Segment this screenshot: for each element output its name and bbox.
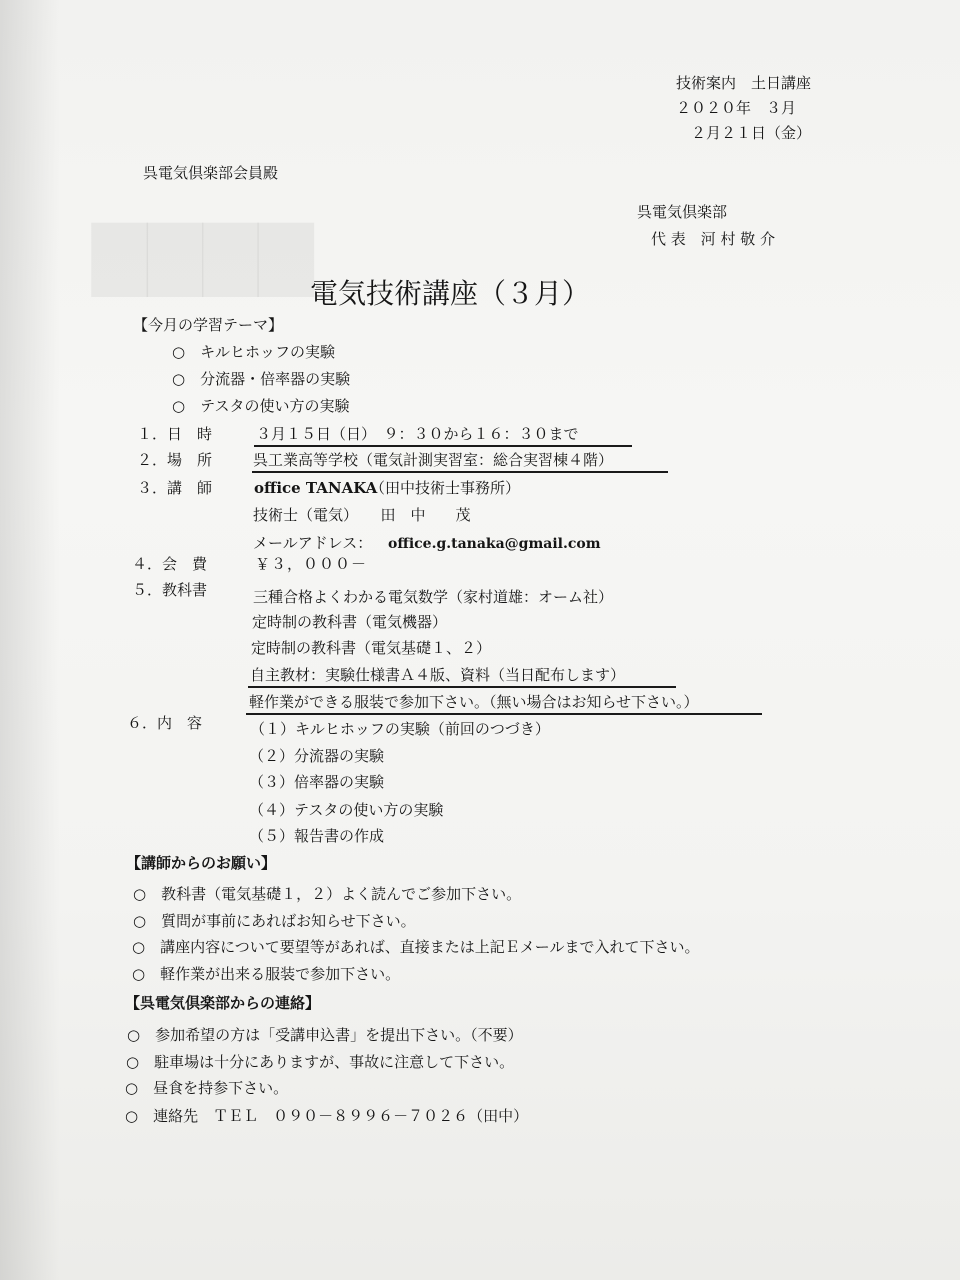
theme-item: ○ キルヒホッフの実験: [172, 343, 335, 361]
content-item: （１）キルヒホッフの実験（前回のつづき）: [250, 720, 550, 738]
theme-item: ○ テスタの使い方の実験: [172, 397, 350, 415]
date-value: ３月１５日（日） ９：３０から１６：３０まで: [256, 425, 579, 443]
content-item: （５）報告書の作成: [249, 827, 385, 845]
doc-category: 技術案内 土日講座: [676, 74, 812, 92]
fee-label: ４．会 費: [132, 555, 208, 573]
fee-value: ￥３，０００－: [255, 555, 368, 573]
request-item: ○ 講座内容について要望等があれば、直接または上記Ｅメールまで入れて下さい。: [132, 938, 700, 956]
date-underline: [254, 445, 632, 447]
page-title: 電気技術講座（３月）: [310, 277, 591, 310]
date-label: １．日 時: [137, 425, 213, 443]
club-note-item: ○ 昼食を持参下さい。: [125, 1079, 289, 1097]
place-value: 呉工業高等学校（電気計測実習室：総合実習棟４階）: [253, 451, 614, 469]
themes-heading: 【今月の学習テーマ】: [133, 316, 284, 334]
show-through-text: ▇▇▇▇: [92, 212, 314, 296]
request-item: ○ 教科書（電気基礎１，２）よく読んでご参加下さい。: [133, 885, 522, 903]
lecturer-name: office TANAKA: [254, 479, 378, 497]
request-item: ○ 軽作業が出来る服装で参加下さい。: [132, 965, 401, 983]
sender-org: 呉電気倶楽部: [637, 203, 728, 221]
lecturer-label: ３．講 師: [137, 479, 213, 497]
book-underline: [246, 713, 762, 715]
book-item: 自主教材：実験仕様書Ａ４版、資料（当日配布します）: [250, 666, 626, 684]
request-item: ○ 質問が事前にあればお知らせ下さい。: [133, 912, 416, 930]
club-notes-heading: 【呉電気倶楽部からの連絡】: [125, 994, 321, 1012]
content-item: （３）倍率器の実験: [249, 773, 385, 791]
book-item: 三種合格よくわかる電気数学（家村道雄：オーム社）: [253, 588, 614, 606]
place-label: ２．場 所: [137, 451, 213, 469]
content-label: ６．内 容: [127, 714, 203, 732]
club-note-item: ○ 参加希望の方は「受講申込書」を提出下さい。（不要）: [127, 1026, 523, 1044]
book-item: 定時制の教科書（電気基礎１、２）: [251, 639, 492, 657]
book-underline: [248, 686, 676, 688]
books-label: ５．教科書: [132, 581, 208, 599]
sender-rep: 代 表 河 村 敬 介: [651, 230, 776, 248]
lecturer-office: （田中技術士事務所）: [370, 479, 521, 497]
email-label: メールアドレス：: [253, 534, 373, 552]
theme-item: ○ 分流器・倍率器の実験: [172, 370, 351, 388]
book-item: 軽作業ができる服装で参加下さい。（無い場合はお知らせ下さい。）: [249, 693, 699, 711]
club-note-item: ○ 連絡先 ＴＥＬ ０９０－８９９６－７０２６（田中）: [125, 1107, 529, 1125]
club-note-item: ○ 駐車場は十分にありますが、事故に注意して下さい。: [126, 1053, 515, 1071]
email-value: office.g.tanaka@gmail.com: [388, 536, 601, 552]
content-item: （２）分流器の実験: [249, 747, 385, 765]
doc-date: ２月２１日（金）: [691, 124, 812, 142]
addressee: 呉電気倶楽部会員殿: [143, 164, 279, 182]
doc-issue: ２０２０年 ３月: [676, 99, 797, 117]
book-item: 定時制の教科書（電気機器）: [252, 613, 448, 631]
requests-heading: 【講師からのお願い】: [126, 854, 277, 872]
lecturer-title: 技術士（電気） 田 中 茂: [253, 506, 471, 524]
place-underline: [252, 471, 668, 473]
content-item: （４）テスタの使い方の実験: [249, 801, 444, 819]
